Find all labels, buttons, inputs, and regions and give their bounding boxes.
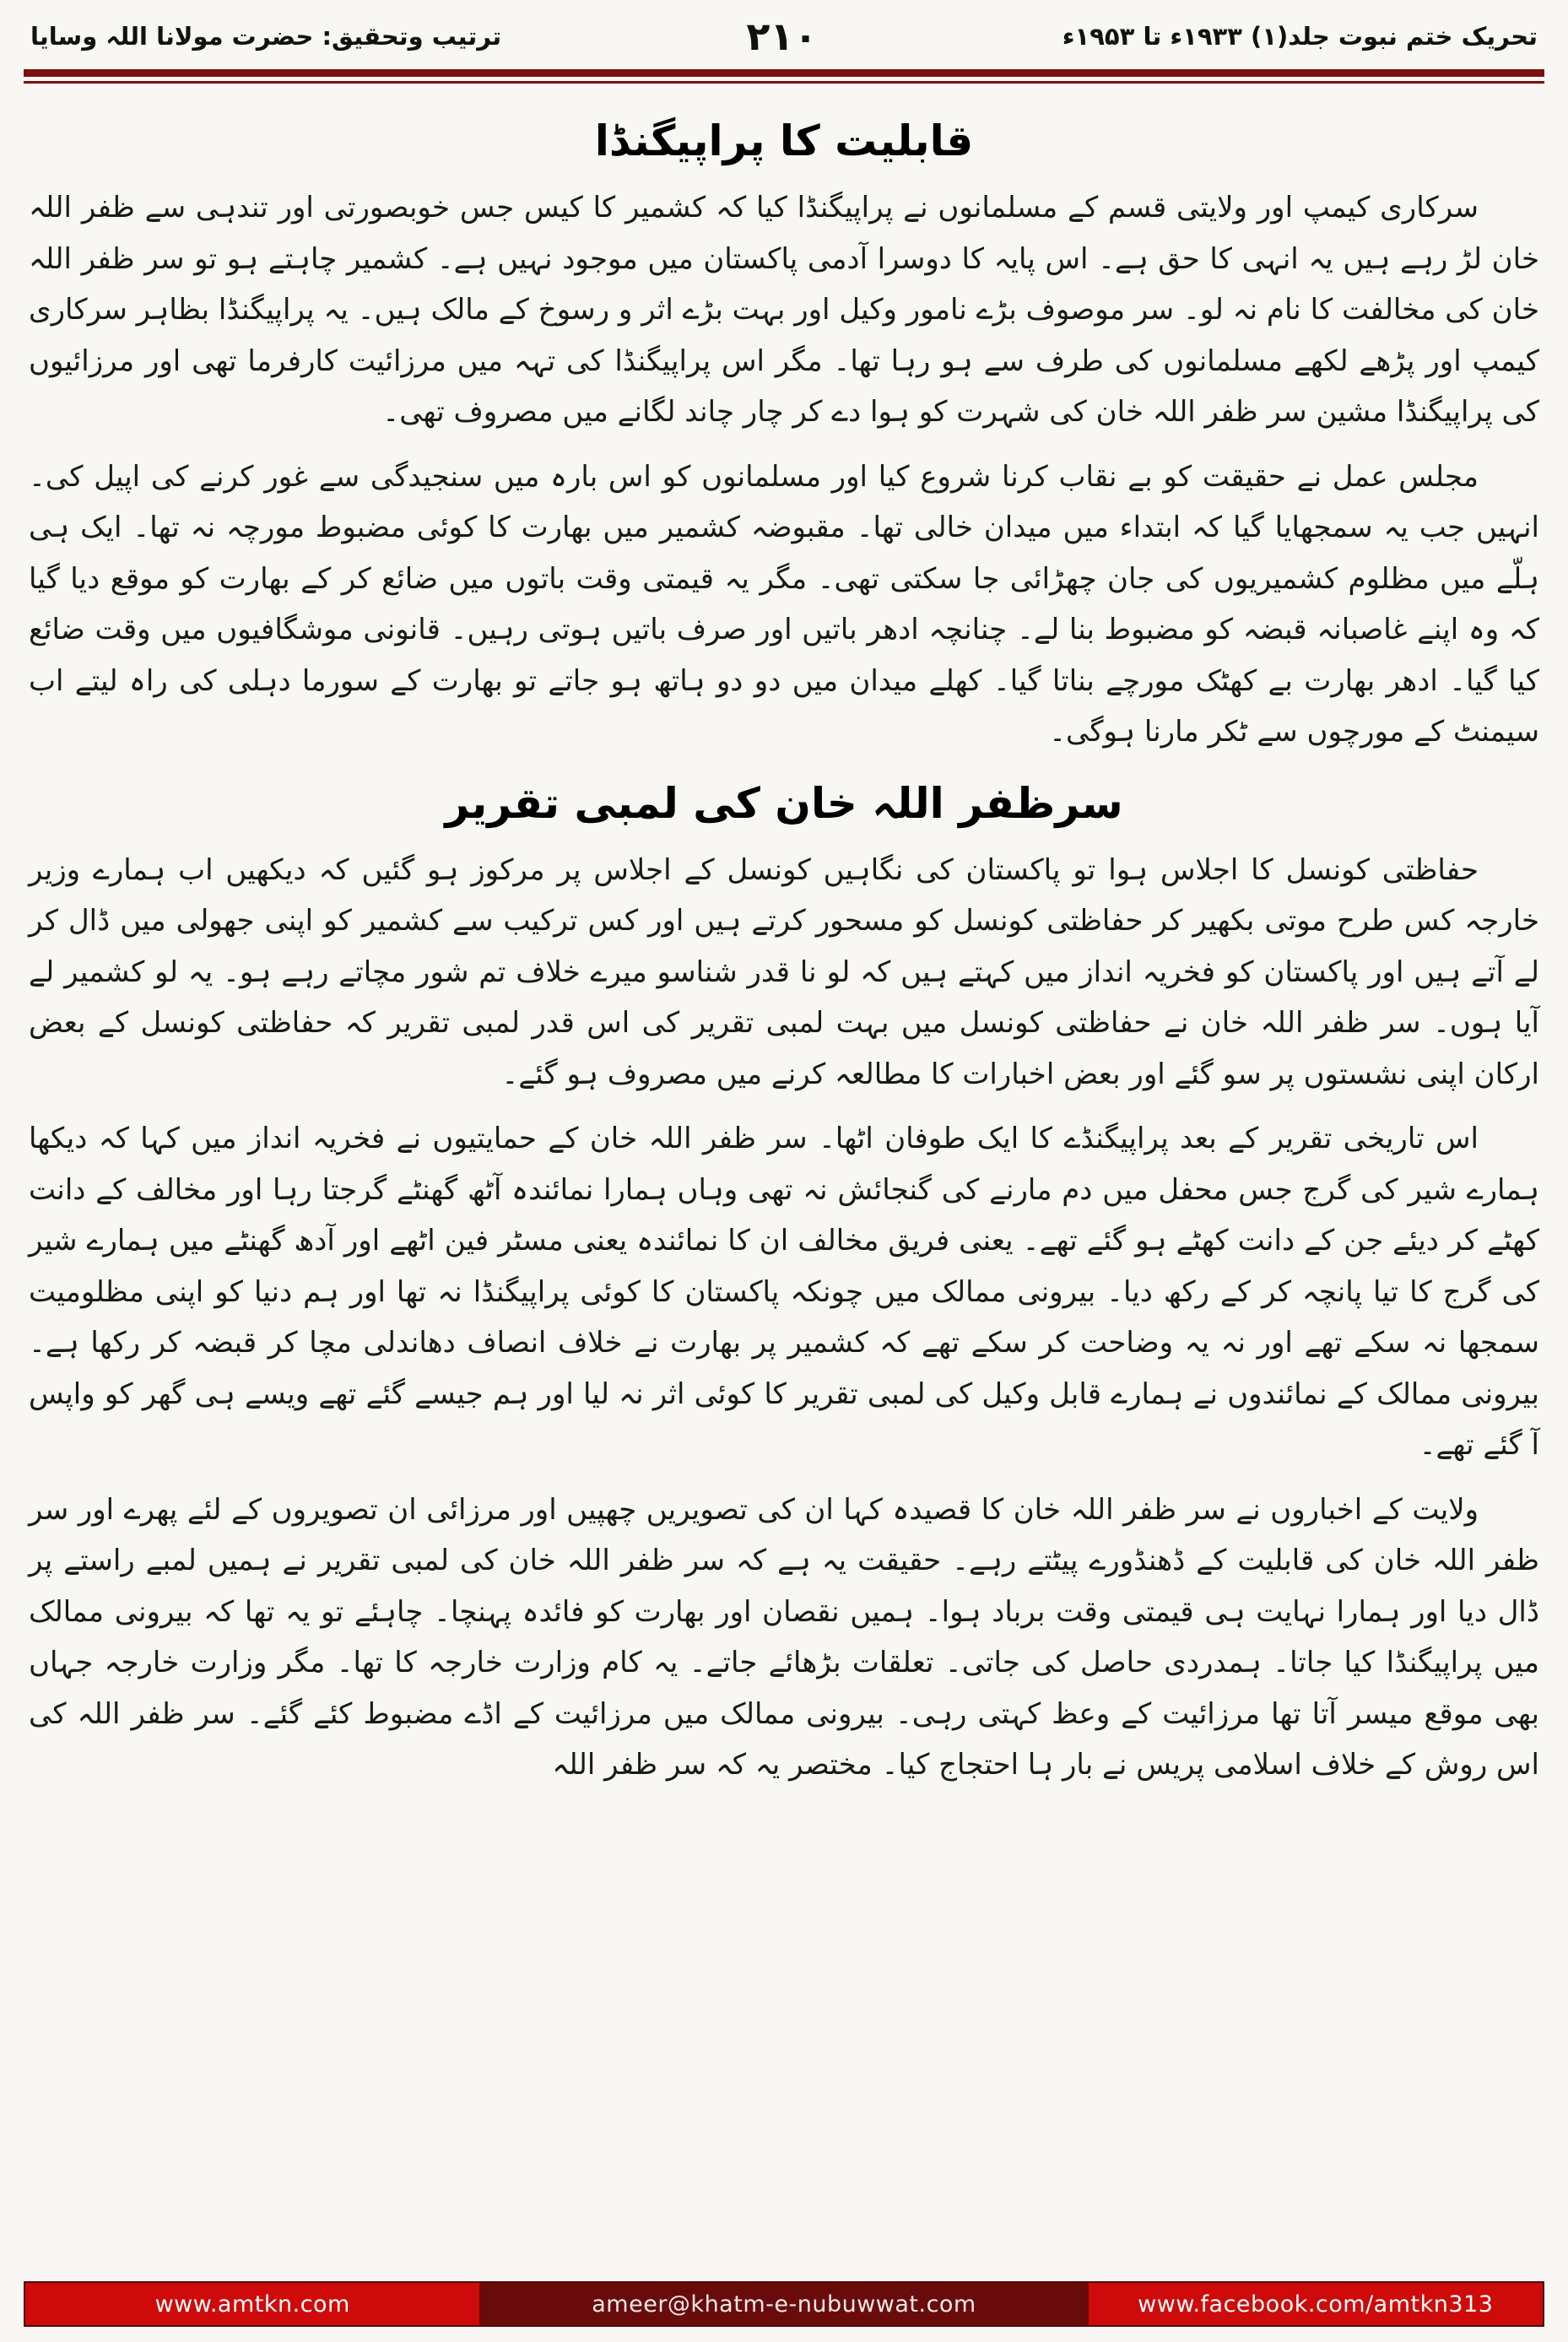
header-credit: ترتیب وتحقیق: حضرت مولانا اللہ وسایا xyxy=(30,22,502,51)
section-heading-2: سرظفر اللہ خان کی لمبی تقریر xyxy=(445,778,1123,828)
body-paragraph: مجلس عمل نے حقیقت کو بے نقاب کرنا شروع کیا اور مسلمانوں کو اس بارہ میں سنجیدگی سے غور کرنے کی اپیل کی۔ انہیں جب یہ سمجھایا گیا کہ ابتداء میں میدان خالی تھا۔ مقبوضہ کشمیر میں بھارت کا کوئی مضبوط مورچہ نہ تھا۔ ایک ہی ہلّے میں مظلوم کشمیریوں کی جان چھڑائی جا سکتی تھی۔ مگر یہ قیمتی وقت باتوں میں ضائع کر کے بھارت کو موقع دیا گیا کہ وہ اپنے غاصبانہ قبضہ کو مضبوط بنا لے۔ چنانچہ ادھر باتیں اور صرف باتیں ہوتی رہیں۔ قانونی موشگافیوں میں وقت ضائع کیا گیا۔ ادھر بھارت بے کھٹک مورچے بناتا گیا۔ کھلے میدان میں دو دو ہاتھ ہو جاتے تو بھارت کے سورما دہلی کی راہ لیتے اب سیمنٹ کے مورچوں سے ٹکر مارنا ہوگی۔ xyxy=(29,459,1539,749)
footer-link-facebook[interactable]: www.facebook.com/amtkn313 xyxy=(1089,2283,1543,2325)
body-paragraph: حفاظتی کونسل کا اجلاس ہوا تو پاکستان کی نگاہیں کونسل کے اجلاس پر مرکوز ہو گئیں کہ دیکھیں اب ہمارے وزیر خارجہ کس طرح موتی بکھیر کر حفاظتی کونسل کو مسحور کرتے ہیں اور کس ترکیب سے کشمیر کو اپنی جھولی میں ڈال کر لے آتے ہیں اور پاکستان کو فخریہ انداز میں کہتے ہیں کہ لو نا قدر شناسو میرے خلاف تم شور مچاتے رہے ہو۔ یہ لو کشمیر لے آیا ہوں۔ سر ظفر اللہ خان نے حفاظتی کونسل میں بہت لمبی تقریر کی اس قدر لمبی تقریر کہ حفاظتی کونسل کے بعض ارکان اپنی نشستوں پر سو گئے اور بعض اخبارات کا مطالعہ کرنے میں مصروف ہو گئے۔ xyxy=(29,852,1539,1091)
body-paragraph: ولایت کے اخباروں نے سر ظفر اللہ خان کا قصیدہ کہا ان کی تصویریں چھپیں اور مرزائی ان تصویروں کے لئے پھرے اور سر ظفر اللہ خان کی قابلیت کے ڈھنڈورے پیٹتے رہے۔ حقیقت یہ ہے کہ سر ظفر اللہ خان کی لمبی تقریر نے ہمیں لمبے راستے پر ڈال دیا اور ہمارا نہایت ہی قیمتی وقت برباد ہوا۔ ہمیں نقصان اور بھارت کو فائدہ پہنچا۔ چاہئے تو یہ تھا کہ بیرونی ممالک میں پراپیگنڈا کیا جاتا۔ ہمدردی حاصل کی جاتی۔ تعلقات بڑھائے جاتے۔ یہ کام وزارت خارجہ کا تھا۔ مگر وزارت خارجہ جہاں بھی موقع میسر آتا تھا مرزائیت کے وعظ کہتی رہی۔ بیرونی ممالک میں مرزائیت کے اڈے مضبوط کئے گئے۔ سر ظفر اللہ کی اس روش کے خلاف اسلامی پریس نے بار ہا احتجاج کیا۔ مختصر یہ کہ سر ظفر اللہ xyxy=(29,1492,1539,1782)
header-divider xyxy=(24,69,1544,84)
body-paragraph: اس تاریخی تقریر کے بعد پراپیگنڈے کا ایک طوفان اٹھا۔ سر ظفر اللہ خان کے حمایتیوں نے فخریہ انداز میں کہا کہ دیکھا ہمارے شیر کی گرج جس محفل میں دم مارنے کی گنجائش نہ تھی وہاں ہمارا نمائندہ آٹھ گھنٹے گرجتا رہا اور مخالف کے دانت کھٹے کر دیئے جن کے دانت کھٹے ہو گئے تھے۔ یعنی فریق مخالف ان کا نمائندہ یعنی مسٹر فین اٹھے اور آدھ گھنٹے میں ہمارے شیر کی گرج کا تیا پانچہ کر کے رکھ دیا۔ بیرونی ممالک میں چونکہ پاکستان کا کوئی پراپیگنڈا نہ تھا اور ہم دنیا کو اپنی مظلومیت سمجھا نہ سکے تھے اور نہ یہ وضاحت کر سکے تھے کہ کشمیر پر بھارت نے خلاف انصاف دھاندلی مچا کر قبضہ کر رکھا ہے۔ بیرونی ممالک کے نمائندوں نے ہمارے قابل وکیل کی لمبی تقریر کا کوئی اثر نہ لیا اور ہم جیسے گئے تھے ویسے ہی گھر کو واپس آ گئے تھے۔ xyxy=(29,1122,1539,1463)
page-header xyxy=(0,0,1568,66)
page-number: ۲۱۰ xyxy=(746,14,818,59)
section-heading-1: قابلیت کا پراپیگنڈا xyxy=(594,116,974,165)
footer-link-website[interactable]: www.amtkn.com xyxy=(25,2283,479,2325)
body-paragraph: سرکاری کیمپ اور ولایتی قسم کے مسلمانوں نے پراپیگنڈا کیا کہ کشمیر کا کیس جس خوبصورتی اور تندہی سے ظفر اللہ خان لڑ رہے ہیں یہ انہی کا حق ہے۔ اس پایہ کا دوسرا آدمی پاکستان میں موجود نہیں ہے۔ کشمیر چاہتے ہو تو سر ظفر اللہ خان کی مخالفت کا نام نہ لو۔ سر موصوف بڑے نامور وکیل اور بہت بڑے اثر و رسوخ کے مالک ہیں۔ یہ پراپیگنڈا بظاہر سرکاری کیمپ اور پڑھے لکھے مسلمانوں کی طرف سے ہو رہا تھا۔ مگر اس پراپیگنڈا کی تہہ میں مرزائیت کارفرما تھی اور مرزائیوں کی پراپیگنڈا مشین سر ظفر اللہ خان کی شہرت کو ہوا دے کر چار چاند لگانے میں مصروف تھی۔ xyxy=(29,191,1539,430)
book-title: تحریک ختم نبوت جلد(۱) ۱۹۳۳ء تا ۱۹۵۳ء xyxy=(1062,22,1538,51)
page-footer xyxy=(24,2281,1544,2327)
page-body xyxy=(0,84,1568,2274)
footer-link-email[interactable]: ameer@khatm-e-nubuwwat.com xyxy=(479,2283,1088,2325)
